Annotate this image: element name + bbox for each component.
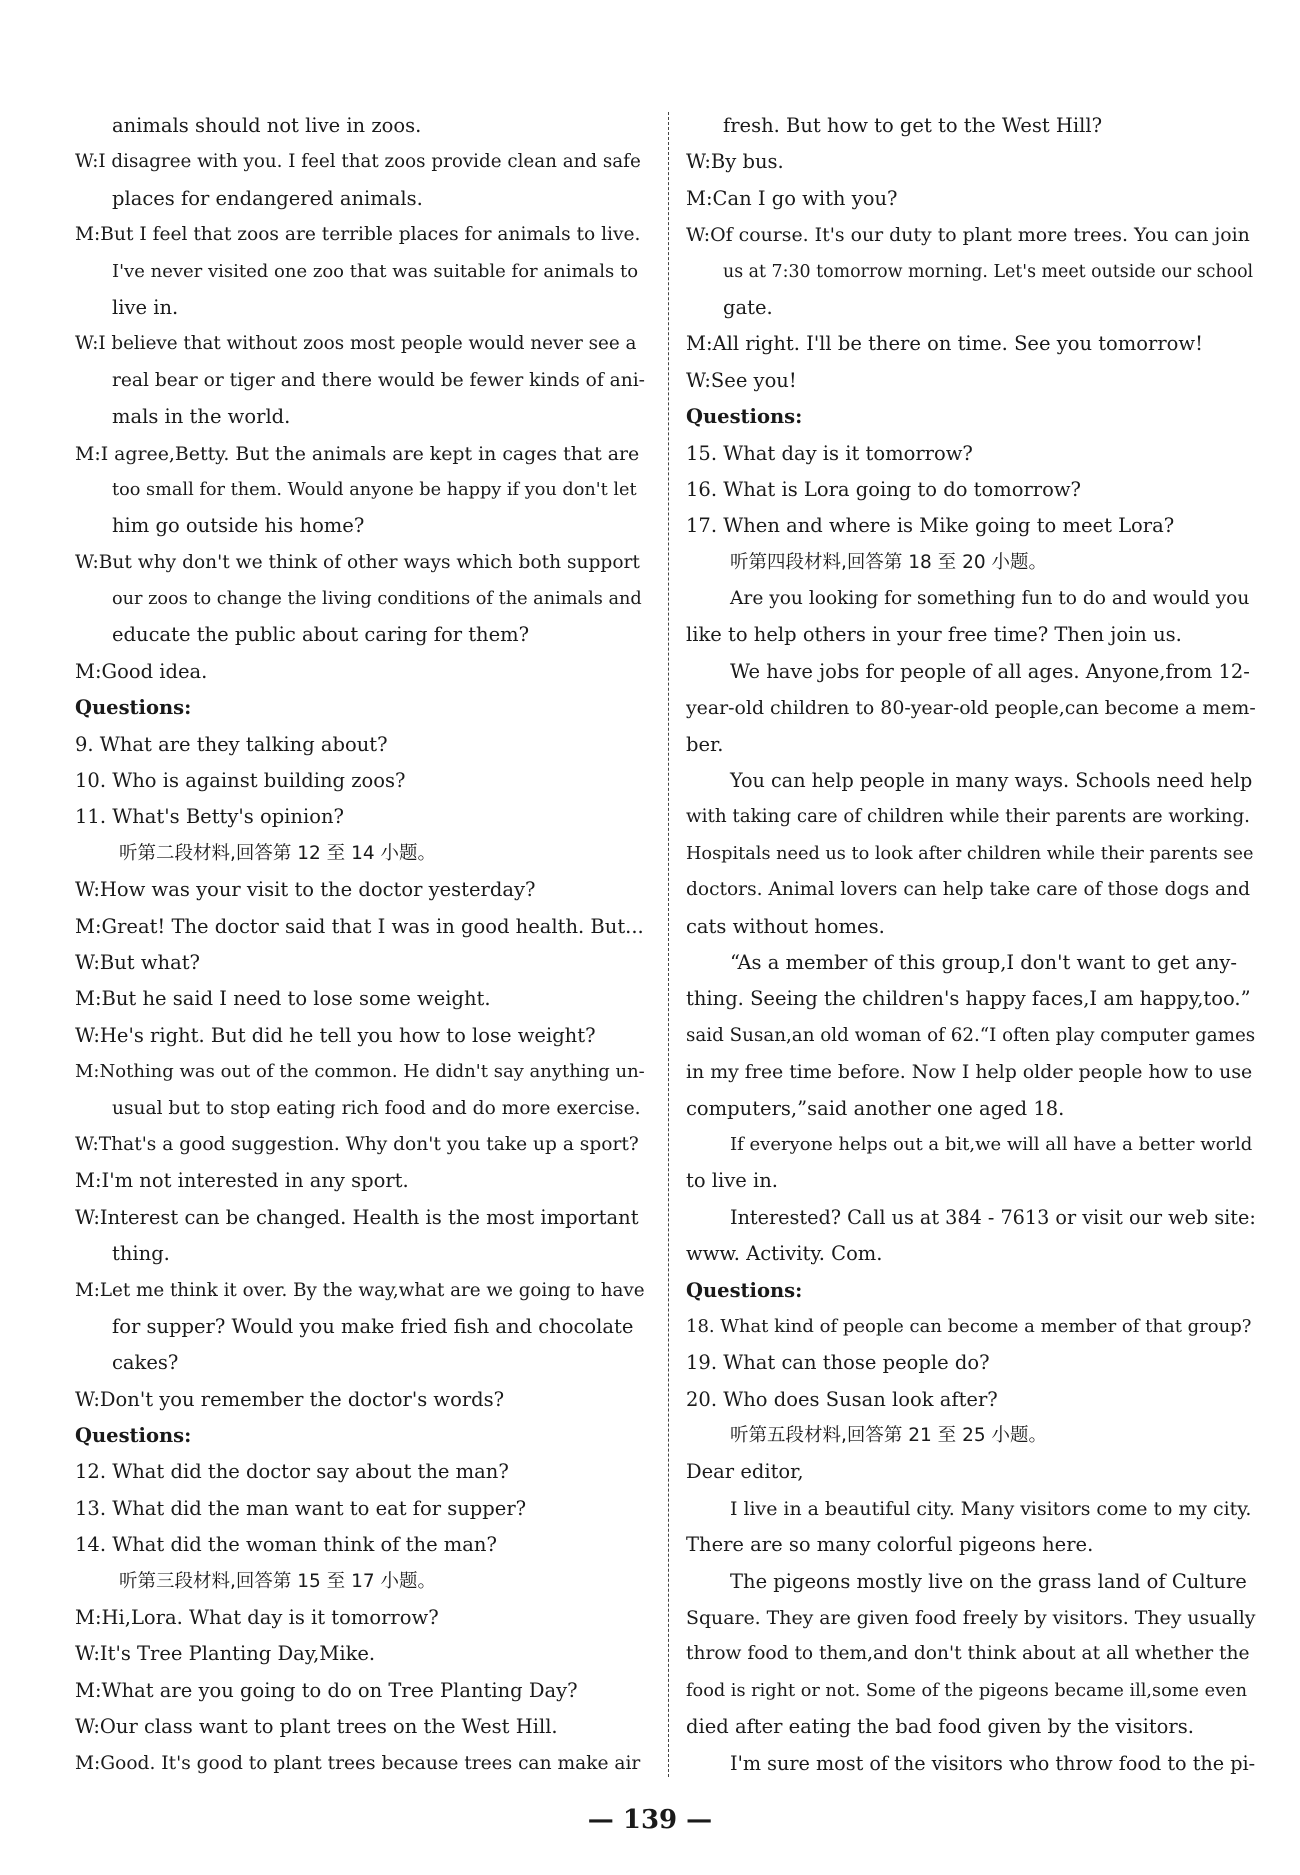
text-line: M:But I feel that zoos are terrible places for animals to live. bbox=[75, 224, 641, 246]
text-line: W:How was your visit to the doctor yesterday? bbox=[75, 878, 536, 902]
text-line: 9. What are they talking about? bbox=[75, 732, 388, 756]
text-line: W:That's a good suggestion. Why don't you take up a sport? bbox=[75, 1133, 639, 1155]
column-divider bbox=[668, 112, 669, 1777]
text-line: M:I agree,Betty. But the animals are kept in cages that are bbox=[75, 442, 640, 465]
text-line: I'm sure most of the visitors who throw food to the pi- bbox=[730, 1751, 1256, 1775]
text-line: M:What are you going to do on Tree Planting Day? bbox=[75, 1678, 578, 1702]
text-line: fresh. But how to get to the West Hill? bbox=[723, 114, 1103, 137]
text-line: 听第五段材料,回答第 21 至 25 小题。 bbox=[730, 1425, 1047, 1447]
text-line: Questions: bbox=[75, 696, 192, 720]
text-line: live in. bbox=[112, 295, 179, 319]
text-line: M:All right. I'll be there on time. See you tomorrow! bbox=[686, 332, 1203, 356]
text-line: W:It's Tree Planting Day,Mike. bbox=[75, 1642, 376, 1666]
text-line: educate the public about caring for them? bbox=[112, 623, 530, 647]
text-line: M:Good idea. bbox=[75, 659, 208, 683]
text-line: ber. bbox=[686, 732, 724, 756]
text-line: doctors. Animal lovers can help take care of those dogs and bbox=[686, 879, 1251, 901]
text-line: I've never visited one zoo that was suitable for animals to bbox=[112, 260, 639, 282]
text-line: M:Hi,Lora. What day is it tomorrow? bbox=[75, 1606, 439, 1630]
text-line: us at 7:30 tomorrow morning. Let's meet outside our school bbox=[723, 261, 1254, 282]
text-line: M:Can I go with you? bbox=[686, 186, 898, 210]
text-line: I live in a beautiful city. Many visitors come to my city. bbox=[730, 1497, 1252, 1520]
text-line: said Susan,an old woman of 62.“I often play computer games bbox=[686, 1024, 1256, 1046]
text-line: thing. Seeing the children's happy faces,I am happy,too.” bbox=[686, 987, 1251, 1011]
text-line: 听第三段材料,回答第 15 至 17 小题。 bbox=[119, 1570, 436, 1592]
text-line: year-old children to 80-year-old people,can become a mem- bbox=[686, 697, 1256, 720]
text-line: W:Don't you remember the doctor's words? bbox=[75, 1387, 505, 1411]
text-line: mals in the world. bbox=[112, 405, 291, 429]
text-line: computers,”said another one aged 18. bbox=[686, 1096, 1065, 1120]
text-line: Questions: bbox=[75, 1424, 192, 1448]
text-line: W:Of course. It's our duty to plant more trees. You can join bbox=[686, 224, 1250, 247]
text-line: food is right or not. Some of the pigeons became ill,some even bbox=[686, 1680, 1247, 1701]
text-line: cats without homes. bbox=[686, 914, 885, 938]
text-line: our zoos to change the living conditions of the animals and bbox=[112, 589, 642, 610]
text-line: real bear or tiger and there would be fewer kinds of ani- bbox=[112, 369, 645, 391]
text-line: 12. What did the doctor say about the man? bbox=[75, 1460, 509, 1484]
text-line: W:He's right. But did he tell you how to lose weight? bbox=[75, 1023, 596, 1047]
text-line: W:See you! bbox=[686, 368, 797, 392]
text-line: animals should not live in zoos. bbox=[112, 114, 422, 137]
text-line: 听第二段材料,回答第 12 至 14 小题。 bbox=[119, 842, 436, 864]
text-line: W:Interest can be changed. Health is the most important bbox=[75, 1205, 639, 1229]
text-line: Hospitals need us to look after children while their parents see bbox=[686, 843, 1254, 864]
text-line: The pigeons mostly live on the grass land of Culture bbox=[730, 1569, 1247, 1593]
text-line: W:But why don't we think of other ways which both support bbox=[75, 551, 640, 573]
text-line: If everyone helps out a bit,we will all have a better world bbox=[730, 1133, 1253, 1155]
text-line: 听第四段材料,回答第 18 至 20 小题。 bbox=[730, 551, 1047, 573]
text-line: You can help people in many ways. Schools need help bbox=[730, 769, 1253, 793]
text-line: Are you looking for something fun to do and would you bbox=[730, 588, 1250, 610]
text-line: There are so many colorful pigeons here. bbox=[686, 1533, 1094, 1557]
text-line: with taking care of children while their parents are working. bbox=[686, 806, 1250, 828]
text-line: him go outside his home? bbox=[112, 514, 365, 538]
text-line: in my free time before. Now I help older people how to use bbox=[686, 1061, 1253, 1084]
text-line: to live in. bbox=[686, 1169, 778, 1193]
text-line: 16. What is Lora going to do tomorrow? bbox=[686, 477, 1081, 501]
text-line: “As a member of this group,I don't want to get any- bbox=[730, 950, 1238, 974]
text-line: for supper? Would you make fried fish and chocolate bbox=[112, 1314, 634, 1338]
text-line: www. Activity. Com. bbox=[686, 1242, 883, 1266]
text-line: Dear editor, bbox=[686, 1460, 804, 1484]
text-line: W:I believe that without zoos most people would never see a bbox=[75, 333, 637, 355]
text-line: gate. bbox=[723, 295, 773, 319]
text-line: throw food to them,and don't think about at all whether the bbox=[686, 1643, 1250, 1665]
text-line: Square. They are given food freely by visitors. They usually bbox=[686, 1607, 1256, 1630]
text-line: M:Great! The doctor said that I was in good health. But... bbox=[75, 914, 644, 938]
text-line: W:I disagree with you. I feel that zoos provide clean and safe bbox=[75, 151, 641, 173]
text-line: too small for them. Would anyone be happy if you don't let bbox=[112, 479, 637, 500]
text-line: 14. What did the woman think of the man? bbox=[75, 1533, 497, 1557]
text-line: 15. What day is it tomorrow? bbox=[686, 441, 973, 465]
text-line: We have jobs for people of all ages. Anyone,from 12- bbox=[730, 659, 1250, 683]
text-line: M:But he said I need to lose some weight. bbox=[75, 987, 491, 1011]
text-line: thing. bbox=[112, 1242, 170, 1266]
text-line: Questions: bbox=[686, 405, 803, 429]
page-number: — 139 — bbox=[587, 1805, 713, 1835]
left-column bbox=[75, 108, 645, 1782]
text-line: 18. What kind of people can become a member of that group? bbox=[686, 1315, 1252, 1337]
text-line: W:By bus. bbox=[686, 150, 784, 174]
text-line: W:But what? bbox=[75, 950, 201, 974]
text-line: like to help others in your free time? Then join us. bbox=[686, 623, 1182, 647]
right-column bbox=[686, 108, 1256, 1782]
text-line: M:Good. It's good to plant trees because trees can make air bbox=[75, 1752, 641, 1774]
text-line: 19. What can those people do? bbox=[686, 1351, 990, 1375]
text-line: 10. Who is against building zoos? bbox=[75, 769, 406, 793]
text-line: 20. Who does Susan look after? bbox=[686, 1387, 998, 1411]
text-line: M:I'm not interested in any sport. bbox=[75, 1169, 409, 1193]
text-line: 13. What did the man want to eat for supper? bbox=[75, 1496, 527, 1520]
text-line: died after eating the bad food given by the visitors. bbox=[686, 1715, 1194, 1739]
text-line: M:Nothing was out of the common. He didn't say anything un- bbox=[75, 1061, 645, 1083]
text-line: Interested? Call us at 384 - 7613 or visit our web site: bbox=[730, 1205, 1256, 1229]
text-line: 17. When and where is Mike going to meet Lora? bbox=[686, 514, 1175, 538]
text-line: places for endangered animals. bbox=[112, 186, 423, 210]
text-line: usual but to stop eating rich food and do more exercise. bbox=[112, 1097, 641, 1119]
text-line: W:Our class want to plant trees on the West Hill. bbox=[75, 1715, 558, 1739]
text-line: M:Let me think it over. By the way,what are we going to have bbox=[75, 1279, 645, 1301]
text-line: 11. What's Betty's opinion? bbox=[75, 805, 344, 829]
text-line: cakes? bbox=[112, 1351, 179, 1375]
text-line: Questions: bbox=[686, 1278, 803, 1302]
